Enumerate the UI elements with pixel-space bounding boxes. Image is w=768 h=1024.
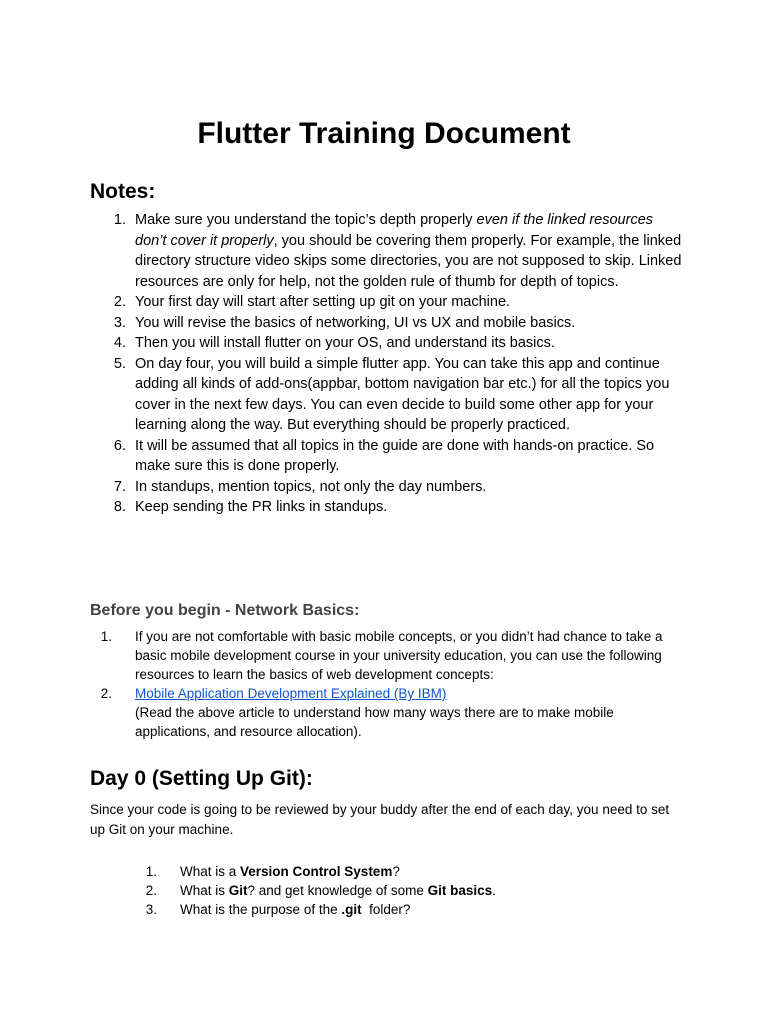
note-text: In standups, mention topics, not only the day numbers. [135, 478, 487, 495]
list-item [90, 333, 685, 354]
list-item [135, 900, 675, 919]
document-title: Flutter Training Document [197, 117, 571, 150]
note-text: , you should be covering them properly. For example, the linked directory structure video skips some directories, you are not supposed to skip. Linked resources are only for help, not the golden rule of thumb for depth of topics. [135, 232, 682, 290]
question-text: folder? [361, 902, 411, 917]
list-item [90, 627, 685, 684]
network-basics-heading: Before you begin - Network Basics: [90, 602, 360, 619]
network-text: (Read the above article to understand how many ways there are to make mobile applications, and resource allocation). [135, 705, 614, 739]
note-text: It will be assumed that all topics in the guide are done with hands-on practice. So make sure this is done properly. [135, 437, 655, 474]
question-text: ? and get knowledge of some [247, 883, 428, 898]
note-text: Then you will install flutter on your OS, and understand its basics. [135, 335, 555, 351]
question-text: . [492, 883, 496, 898]
ibm-article-link[interactable]: Mobile Application Development Explained (By IBM) [135, 686, 447, 701]
list-number: 1. [113, 212, 126, 228]
note-text: On day four, you will build a simple flutter app. You can take this app and continue adding all kinds of add-ons(appbar, bottom navigation bar etc.) for all the topics you cover in the next few days. You can even decide to build some other app for your learning along the way. But everything should be properly practiced. [135, 355, 670, 433]
list-number: 2. [113, 294, 126, 310]
question-keyword: Version Control System [240, 864, 393, 879]
network-text: If you are not comfortable with basic mobile concepts, or you didn’t had chance to take a basic mobile development course in your university education, you can use the following resources to learn the basics of web development concepts: [135, 629, 663, 682]
list-number: 6. [113, 437, 126, 454]
notes-heading: Notes: [90, 180, 156, 203]
list-number: 2. [145, 883, 157, 898]
git-questions-list [135, 862, 675, 919]
note-text: Keep sending the PR links in standups. [135, 499, 388, 515]
day0-intro: Since your code is going to be reviewed by your buddy after the end of each day, you need to set up Git on your machine. [90, 802, 670, 837]
list-item [90, 436, 685, 477]
list-number: 3. [145, 902, 157, 917]
list-item [135, 862, 675, 881]
list-number: 3. [113, 314, 126, 331]
list-number: 7. [113, 478, 126, 495]
list-number: 1. [145, 864, 157, 879]
question-text: What is [180, 883, 229, 898]
list-item [135, 881, 675, 900]
list-item [90, 497, 685, 518]
day0-heading: Day 0 (Setting Up Git): [90, 767, 313, 790]
network-basics-list [90, 627, 685, 741]
list-number: 1. [100, 629, 112, 644]
question-keyword: Git basics [427, 883, 493, 898]
list-item [90, 684, 685, 741]
list-item [90, 313, 685, 334]
list-number: 2. [100, 686, 112, 701]
list-item [90, 210, 685, 292]
question-text: What is a [180, 864, 241, 879]
note-text: Your first day will start after setting up git on your machine. [135, 294, 511, 310]
list-item [90, 477, 685, 498]
note-text: Make sure you understand the topic’s depth properly [135, 212, 477, 228]
list-number: 8. [113, 499, 126, 515]
question-keyword: .git [341, 902, 362, 917]
list-number: 4. [113, 335, 126, 351]
note-text: You will revise the basics of networking, UI vs UX and mobile basics. [135, 314, 576, 331]
question-text: ? [392, 864, 400, 879]
list-item [90, 292, 685, 313]
notes-list [90, 210, 685, 518]
list-number: 5. [113, 355, 126, 372]
question-text: What is the purpose of the [180, 902, 342, 917]
list-item [90, 354, 685, 436]
question-keyword: Git [228, 883, 248, 898]
note-emphasis: even if the linked resources don’t cover it properly [135, 212, 654, 249]
